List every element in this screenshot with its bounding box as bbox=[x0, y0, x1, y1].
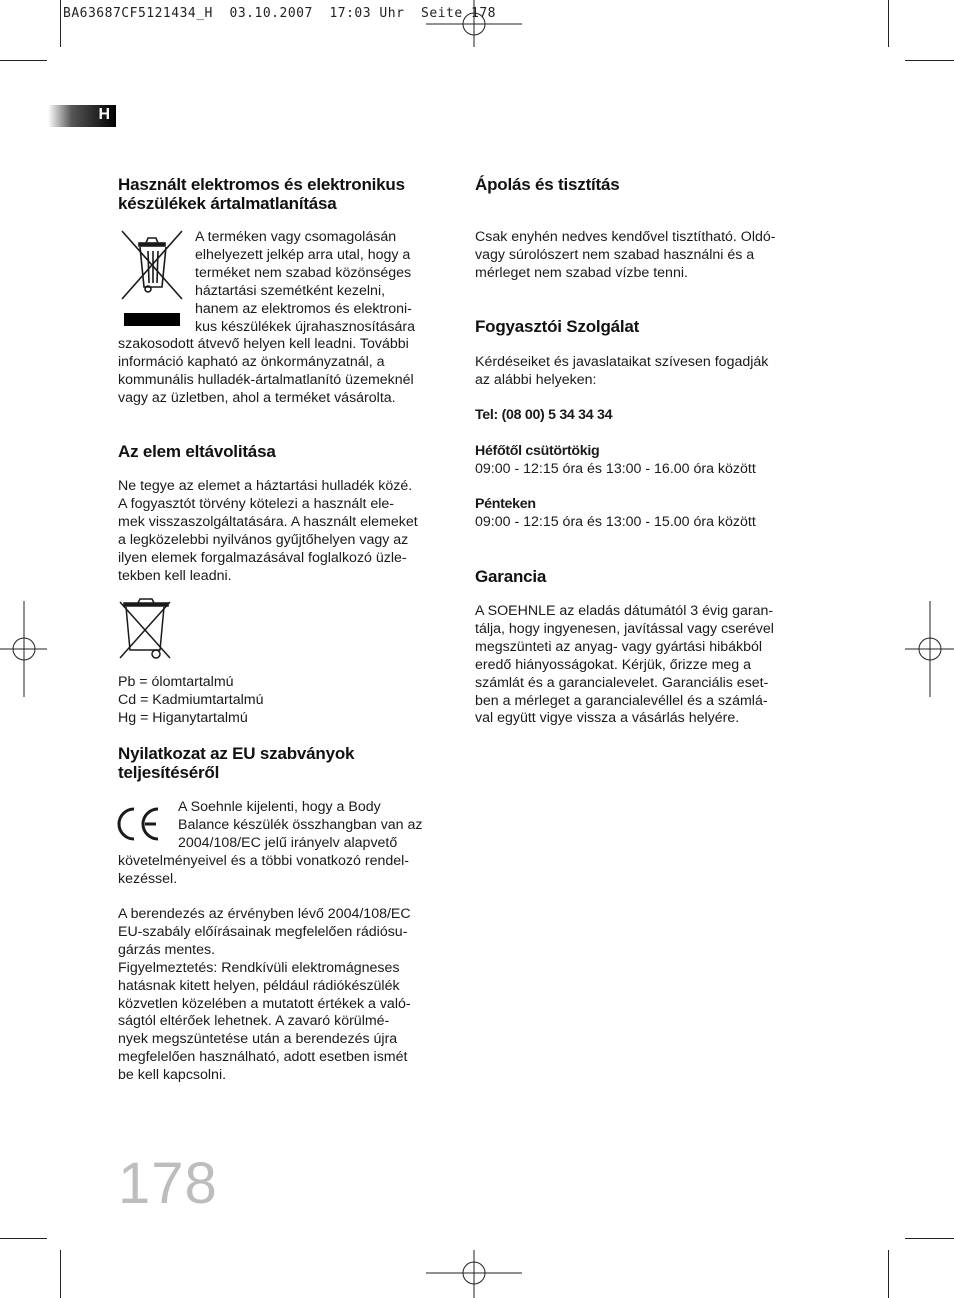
warranty-line: számlát és a garancialevelet. Garanciális eset- bbox=[475, 674, 769, 691]
weekday-label: Héfőtől csütörtökig bbox=[475, 443, 600, 459]
eu-heading bbox=[118, 744, 354, 782]
care-text bbox=[475, 229, 775, 283]
chemical-hg: Hg = Higanytartalmú bbox=[118, 709, 248, 726]
battery-line: tekben kell leadni. bbox=[118, 567, 232, 584]
eu-line: A Soehnle kijelenti, hogy a Body bbox=[178, 799, 381, 815]
disposal-line: elhelyezett jelkép arra utal, hogy a bbox=[195, 246, 411, 263]
language-tab bbox=[48, 105, 116, 127]
service-line: Kérdéseiket és javaslataikat szívesen fogadják bbox=[475, 354, 769, 370]
battery-line: mek visszaszolgáltatására. A használt elemeket bbox=[118, 513, 418, 530]
service-line: az alábbi helyeken: bbox=[475, 371, 597, 388]
chemical-cd: Cd = Kadmiumtartalmú bbox=[118, 691, 264, 708]
disposal-text-wrapped bbox=[195, 229, 415, 336]
eu-text-full bbox=[118, 853, 409, 889]
eu-line: megfelelően használható, adott esetben ismét bbox=[118, 1049, 408, 1066]
chemical-list bbox=[118, 674, 263, 728]
warranty-line: val együtt vigye vissza a vásárlás helyére. bbox=[475, 710, 740, 727]
warranty-title: Garancia bbox=[475, 567, 547, 586]
eu-line: nyek megszüntetése után a berendezés újra bbox=[118, 1031, 398, 1048]
battery-title: Az elem eltávolitása bbox=[118, 442, 276, 461]
language-tab-label: H bbox=[98, 106, 110, 123]
service-phone: Tel: (08 00) 5 34 34 34 bbox=[475, 407, 613, 423]
disposal-line: A terméken vagy csomagolásán bbox=[195, 229, 397, 245]
chemical-pb: Pb = ólomtartalmú bbox=[118, 674, 234, 690]
eu-line: EU-szabály előírásainak megfelelően rádiósu- bbox=[118, 923, 408, 940]
eu-line: be kell kapcsolni. bbox=[118, 1067, 227, 1084]
eu-line: kezéssel. bbox=[118, 870, 178, 887]
service-text bbox=[475, 354, 768, 390]
care-line: vagy súrolószert nem szabad használni és a bbox=[475, 246, 755, 263]
print-slug-line: BA63687CF5121434_H 03.10.2007 17:03 Uhr Seite 178 bbox=[63, 6, 496, 21]
friday-hours: 09:00 - 12:15 óra és 13:00 - 15.00 óra között bbox=[475, 514, 756, 530]
eu-line: Figyelmeztetés: Rendkívüli elektromágneses bbox=[118, 959, 400, 976]
service-title: Fogyasztói Szolgálat bbox=[475, 317, 640, 336]
battery-line: a legközelebbi nyilvános gyűjtőhelyen vagy az bbox=[118, 531, 409, 548]
battery-line: Ne tegye az elemet a háztartási hulladék közé. bbox=[118, 478, 413, 494]
disposal-text-full bbox=[118, 336, 414, 408]
friday-label: Pénteken bbox=[475, 496, 536, 512]
care-title: Ápolás és tisztítás bbox=[475, 175, 620, 194]
eu-line: hatásnak kitett helyen, például rádiókészülék bbox=[118, 977, 400, 994]
disposal-line: terméket nem szabad közönséges bbox=[195, 264, 412, 281]
warranty-line: eredő hiányosságokat. Kérjük, őrizze meg a bbox=[475, 656, 752, 673]
care-line: Csak enyhén nedves kendővel tisztítható. Oldó- bbox=[475, 229, 776, 245]
eu-title-line-1: Nyilatkozat az EU szabványok bbox=[118, 744, 355, 763]
warranty-line: ben a mérleget a garancialevéllel és a számlá- bbox=[475, 692, 768, 709]
eu-line: követelményeivel és a többi vonatkozó rendel- bbox=[118, 853, 410, 869]
eu-text-wrapped bbox=[178, 799, 423, 853]
battery-crossed-bin-icon bbox=[118, 596, 172, 662]
battery-line: A fogyasztót törvény kötelezi a használt ele- bbox=[118, 495, 395, 512]
ce-mark-icon bbox=[114, 804, 164, 844]
eu-line: A berendezés az érvényben lévő 2004/108/EC bbox=[118, 906, 411, 922]
battery-line: ilyen elemek forgalmazásával foglalkozó üzle- bbox=[118, 549, 407, 566]
eu-text-2 bbox=[118, 906, 411, 1085]
page-number: 178 bbox=[118, 1151, 218, 1216]
disposal-heading bbox=[118, 175, 405, 213]
disposal-line: kommunális hulladék-ártalmatlanító üzemeknél bbox=[118, 371, 414, 388]
warranty-line: tálja, hogy ingyenesen, javítással vagy cserével bbox=[475, 620, 774, 637]
warranty-line: megszünteti az anyag- vagy gyártási hibákból bbox=[475, 638, 763, 655]
disposal-title-line-2: készülékek ártalmatlanítása bbox=[118, 194, 337, 213]
disposal-line: vagy az üzletben, ahol a terméket vásárolta. bbox=[118, 389, 396, 406]
eu-line: közvetlen közelében a mutatott értékek a való- bbox=[118, 995, 411, 1012]
crossed-bin-icon bbox=[118, 229, 186, 329]
eu-line: Balance készülék összhangban van az bbox=[178, 816, 423, 833]
eu-line: 2004/108/EC jelű irányelv alapvető bbox=[178, 834, 398, 851]
disposal-line: szakosodott átvevő helyen kell leadni. További bbox=[118, 336, 409, 352]
care-line: mérleget nem szabad vízbe tenni. bbox=[475, 264, 688, 281]
disposal-line: háztartási szemétként kezelni, bbox=[195, 282, 386, 299]
eu-title-line-2: teljesítéséről bbox=[118, 763, 220, 782]
warranty-text bbox=[475, 603, 774, 728]
disposal-line: kus készülékek újrahasznosítására bbox=[195, 318, 416, 335]
disposal-line: információ kapható az önkormányzatnál, a bbox=[118, 353, 385, 370]
battery-text bbox=[118, 478, 418, 585]
eu-line: ságtól eltérőek lehetnek. A zavaró körülmé- bbox=[118, 1013, 390, 1030]
warranty-line: A SOEHNLE az eladás dátumától 3 évig garan- bbox=[475, 603, 774, 619]
eu-line: gárzás mentes. bbox=[118, 941, 215, 958]
disposal-line: hanem az elektromos és elektroni- bbox=[195, 300, 412, 317]
disposal-title-line-1: Használt elektromos és elektronikus bbox=[118, 175, 405, 194]
weekday-hours: 09:00 - 12:15 óra és 13:00 - 16.00 óra között bbox=[475, 461, 756, 477]
